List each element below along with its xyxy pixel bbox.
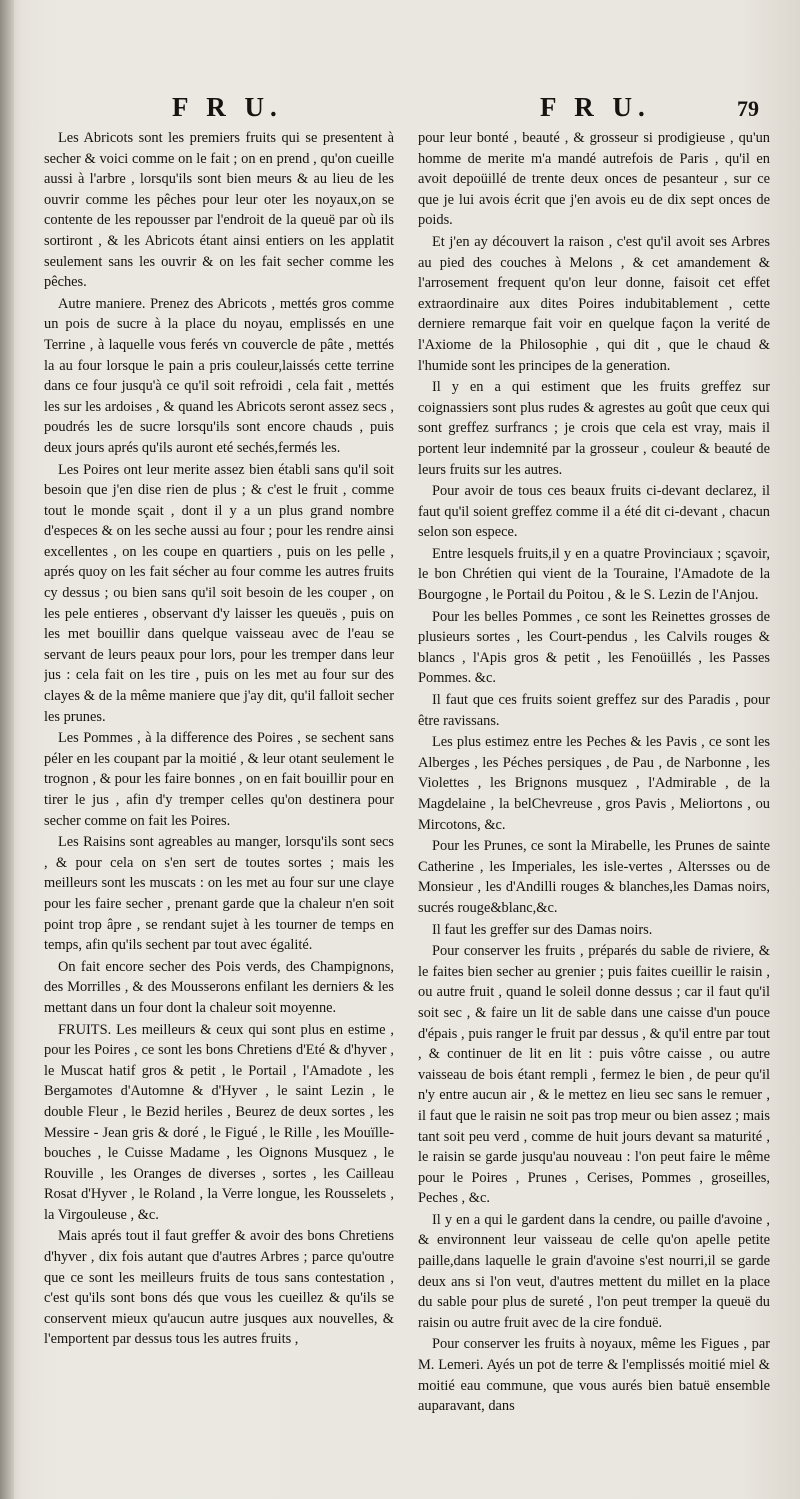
page-number: 79: [737, 96, 759, 121]
paragraph-provinciaux: Entre lesquels fruits,il y en a quatre Provinciaux ; sçavoir, le bon Chrétien qui vient de la Touraine, l'Amadote de la Bourgogne , le Portail du Poitou , & le S. Lezin de l'Anjou.: [418, 545, 770, 604]
paragraph-cendre: Il y en a qui le gardent dans la cendre, ou paille d'avoine , & environnent leur vaisseau de celle qu'on apelle petite paille,dans laquelle le grain d'avoine s'est nourri,il se garde deux ans si l'on veut, d'autres mettent du millet en la place du sable pour plus de sureté , l'on peut tremper la queuë du raisin ou autre fruit avec de la cire fonduë.: [418, 1211, 770, 1331]
paragraph-abricots: Les Abricots sont les premiers fruits qui se presentent à secher & voici comme on le fait ; on en prend , qu'on cueille aussi à l'arbre , lorsqu'ils sont bien meurs & au lieu de les ouvrir comme les pêches pour leur oter les noyaux,on se contente de les repousser par l'endroit de la queuë par où ils sortiront , & les Abricots étant ainsi entiers on les applatit seulement sans les ouvrir & on les fait secher comme les pêches.: [44, 130, 394, 291]
right-column: [418, 128, 770, 1488]
paragraph-raison: Et j'en ay découvert la raison , c'est qu'il avoit ses Arbres au pied des couches à Melons , & cet amandement & l'arrosement frequent qu'on leur donne, faisoit cet effet extraordinaire aux dites Poires indubitablement , cette derniere remarque fait voir en quelque façon la verité de l'Axiome de la Philosophie , qui dit , que le chaud & l'humide sont les principes de la generation.: [418, 233, 770, 374]
running-header: [0, 92, 800, 132]
paragraph-paradis: Il faut que ces fruits soient greffez sur des Paradis , pour être ravissans.: [418, 692, 770, 729]
paragraph-belles-pommes: Pour les belles Pommes , ce sont les Reinettes grosses de plusieurs sortes , les Court-pendus , les Calvils rouges & blancs , l'Apis gros & petit , les Fenoüillés , les Passes Pommes. &c.: [418, 608, 770, 687]
header-left-title: F R U.: [172, 92, 283, 122]
book-gutter: [0, 0, 14, 1499]
paragraph-poires: Les Poires ont leur merite assez bien établi sans qu'il soit besoin que j'en dise rien de plus ; & c'est le fruit , comme tout le monde sçait , dont il y a un plus grand nombre d'especes & on les seche aussi au four ; pour les rendre ainsi excellentes , on les coupe en quartiers , puis on les pelle , aprés quoy on les fait sécher au four comme les autres fruits cy dessus ; ou bien sans qu'il soit besoin de les couper , on les pele entieres , observant d'y laisser les queuës , puis on les met bouillir dans quelque vaisseau avec de l'eau se servant de leurs peaux pour lors, pour les tremper dans leur jus : cela fait on les tire , puis on les met au four sur des clayes & de la même maniere que j'ay dit, qu'il falloit secher les prunes.: [44, 461, 394, 725]
paragraph-beaux-fruits: Pour avoir de tous ces beaux fruits ci-devant declarez, il faut qu'il soient greffez comme il a été dit ci-devant , chacun selon son espece.: [418, 483, 770, 541]
paragraph-conserver-fruits: Pour conserver les fruits , préparés du sable de riviere, & le faites bien secher au grenier ; puis faites cueillir le raisin , ou autre fruit , quand le soleil donne dessus ; car il faut qu'il soit sec , & faire un lit de sable dans une caisse d'un pouce d'épais , puis ranger le fruit par dessus , & qu'il entre par tout , & continuer de lit en lit : puis vôtre caisse , ou autre vaisseau de bois étant rempli , fermez le bien , de peur qu'il n'y entre aucun air , & le mettez en lieu sec sans le remuer , il faut que le raisin ne soit pas trop meur ou bien assez ; mais tant soit peu verd , comme de huit jours devant sa maturité , le raisin se garde jusqu'au nouveau : l'on peut faire le même pour le Poires , Prunes , Cerises, Pommes , groseilles, Peches , &c.: [418, 943, 770, 1207]
header-right-title: F R U.: [540, 92, 651, 122]
paragraph-pois-verds: On fait encore secher des Pois verds, des Champignons, des Morrilles , & des Mousserons enfilant les derniers & les mettant dans un four dont la chaleur soit moyenne.: [44, 958, 394, 1016]
paragraph-coignassiers: Il y en a qui estiment que les fruits greffez sur coignassiers sont plus rudes & agrestes au goût que ceux qui sont greffez surfrancs ; je crois que cela est vray, mais il portent leur indemnité par la grosseur , couleur & beauté de leurs fruits sur les autres.: [418, 379, 770, 478]
paragraph-pommes: Les Pommes , à la difference des Poires , se sechent sans péler en les coupant par la moitié , & leur otant seulement le trognon , & pour les faire bonnes , on en fait bouillir pour en tirer le jus , afin d'y tremper celles qu'on destinera pour secher comme on fait les Poires.: [44, 730, 394, 829]
paragraph-raisins: Les Raisins sont agreables au manger, lorsqu'ils sont secs , & pour cela on s'en sert de toutes sortes ; mais les meilleurs sont les muscats : on les met au four sur une claye pour les faire secher , prenant garde que la chaleur n'en soit point trop âpre , se rendant sujet à les tourner de temps en temps, afin qu'ils sechent par tout avec égalité.: [44, 834, 394, 954]
paragraph-prunes: Pour les Prunes, ce sont la Mirabelle, les Prunes de sainte Catherine , les Imperiales, les isle-vertes , Altersses ou de Monsieur , les d'Andilli rouges & blanches,les Damas noirs, sucrés rouge&blanc,&c.: [418, 838, 770, 916]
paragraph-fruits-entry: FRUITS. Les meilleurs & ceux qui sont plus en estime , pour les Poires , ce sont les bons Chretiens d'Eté & d'hyver , le Muscat hatif gros & petit , le Portail , l'Amadote , les Bergamotes d'Automne & d'Hyver , le saint Lezin , le double Fleur , le Bezid heriles , Beurez de deux sortes , les Messire - Jean gris & doré , le Figué , le Rille , les Mouïlle-bouches , le Cuisse Madame , les Oignons Musquez , le Rouville , les Oranges de diverses , sortes , les Cailleau Rosat d'Hyver , le Roland , la Verre longue, les Rousselets , la Virgouleuse , &c.: [44, 1021, 394, 1223]
paragraph-damas-noirs: Il faut les greffer sur des Damas noirs.: [432, 921, 653, 938]
paragraph-fruits-a-noyaux: Pour conserver les fruits à noyaux, même les Figues , par M. Lemeri. Ayés un pot de terre & l'emplissés moitié miel & moitié eau commune, que vous aurés bien batuë ensemble auparavant, dans: [418, 1336, 770, 1415]
paragraph-continuation: pour leur bonté , beauté , & grosseur si prodigieuse , qu'un homme de merite m'a mandé autrefois de Paris , qu'il en avoit depoüillé de trente deux onces de pesanteur , sur ce que je lui avois écrit que j'en avois eu de dix sept onces de poids.: [418, 130, 770, 229]
paragraph-autre-maniere: Autre maniere. Prenez des Abricots , mettés gros comme un pois de sucre à la place du noyau, emplissés en une Terrine , à laquelle vous ferés vn couvercle de pâte , mettés la au four lorsque le pain a pris couleur,laissés cette terrine dans ce four jusqu'à ce qu'il soit refroidi , cela fait , mettés les sur les ardoises , & quand les Abricots seront assez secs , poudrés les de sucre lorsqu'ils sont encore chauds , puis deux jours aprés qu'ils auront eté sechés,fermés les.: [44, 295, 394, 456]
left-column: [44, 128, 394, 1488]
paragraph-peches: Les plus estimez entre les Peches & les Pavis , ce sont les Alberges , les Péches persiques , de Pau , de Narbonne , les Violettes , les Brignons musquez , l'Admirable , de la Magdelaine , la belChevreuse , gros Pavis , Meliortons , ou Mircotons, &c.: [418, 734, 770, 833]
paragraph-bons-chretiens: Mais aprés tout il faut greffer & avoir des bons Chretiens d'hyver , dix fois autant que d'autres Arbres ; parce qu'outre que ce sont les meilleurs fruits de tous sans contestation , c'est qu'ils sont bons dés que vous les cueillez & qu'ils se conservent mieux qu'aucun autre jusques aux nouvelles, & l'emportent par dessus tous les autres fruits ,: [44, 1228, 394, 1348]
